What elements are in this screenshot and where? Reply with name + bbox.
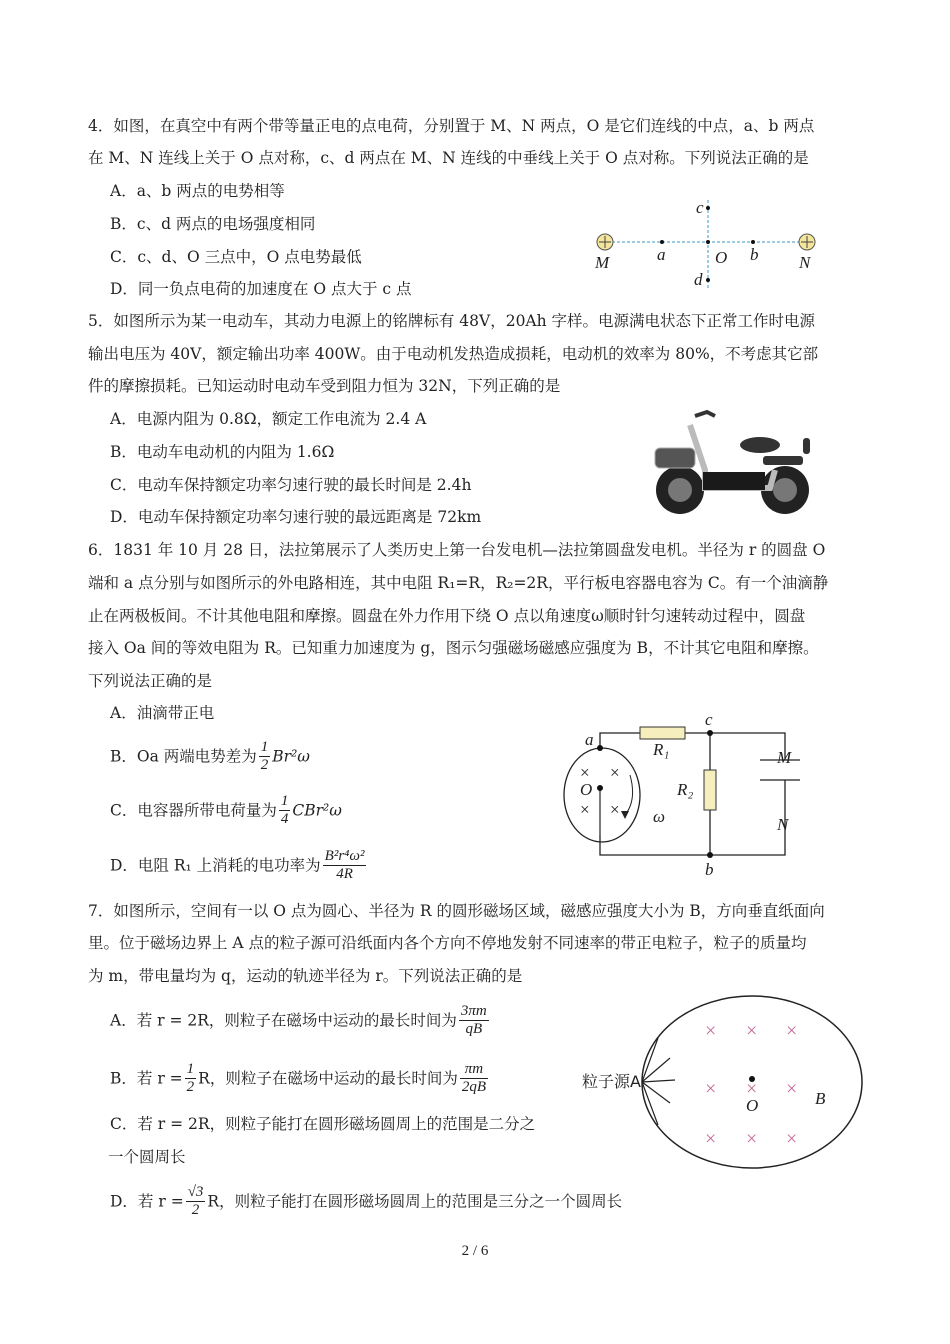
svg-text:O: O [715, 248, 728, 267]
q6-option-d: D．电阻 R₁ 上消耗的电功率为 $\frac{\text{B²r⁴ω²}}{4R}$ [110, 848, 365, 882]
q4-option-a: A．a、b 两点的电势相等 [110, 182, 285, 200]
svg-text:×: × [580, 763, 590, 782]
q4-option-b: B．c、d 两点的电场强度相同 [110, 215, 316, 233]
svg-text:R₁: R₁ [653, 740, 670, 759]
q7-stem-line: 7．如图所示，空间有一以 O 点为圆心、半径为 R 的圆形磁场区域，磁感应强度大小为 B，方向垂直纸面向 [88, 902, 825, 920]
svg-text:b: b [705, 860, 714, 879]
q7-stem-line: 为 m，带电量均为 q，运动的轨迹半径为 r。下列说法正确的是 [88, 967, 523, 985]
q7-option-a: A．若 r = 2R，则粒子在磁场中运动的最长时间为 $\frac{3\pi m}{qB}$ [110, 1003, 487, 1037]
field-cross-icon: × [705, 1078, 717, 1100]
svg-text:M: M [595, 253, 610, 272]
svg-text:R₂: R₂ [677, 780, 694, 799]
svg-text:B: B [815, 1089, 826, 1108]
q6-circuit-diagram [555, 710, 805, 880]
svg-text:c: c [705, 710, 713, 729]
page-number: 2 / 6 [461, 1243, 489, 1259]
q5-stem-line: 件的摩擦损耗。已知运动时电动车受到阻力恒为 32N，下列正确的是 [88, 377, 561, 395]
svg-text:粒子源A: 粒子源A [582, 1072, 641, 1091]
q4-stem-line: 在 M、N 连线上关于 O 点对称，c、d 两点在 M、N 连线的中垂线上关于 O 点对称。下列说法正确的是 [88, 149, 809, 167]
q5-option-c: C．电动车保持额定功率匀速行驶的最长时间是 2.4h [110, 476, 472, 494]
q6-stem-line: 6．1831 年 10 月 28 日，法拉第展示了人类历史上第一台发电机—法拉第圆盘发电机。半径为 r 的圆盘 O [88, 541, 826, 559]
q4-stem-line: 4．如图，在真空中有两个带等量正电的点电荷，分别置于 M、N 两点，O 是它们连线的中点，a、b 两点 [88, 117, 815, 135]
q7-option-b: B．若 r = $\frac{1}{2}$ R，则粒子在磁场中运动的最长时间为 $\frac{\pi m}{2qB}$ [110, 1061, 486, 1095]
q5-option-a: A．电源内阻为 0.8Ω，额定工作电流为 2.4 A [110, 410, 427, 428]
q7-stem-line: 里。位于磁场边界上 A 点的粒子源可沿纸面内各个方向不停地发射不同速率的带正电粒子，粒子的质量均 [88, 934, 807, 952]
q6-stem-line: 接入 Oa 间的等效电阻为 R。已知重力加速度为 g，图示匀强磁场磁感应强度为 B，不计其它电阻和摩擦。 [88, 639, 819, 657]
svg-text:b: b [750, 245, 759, 264]
q6-stem-line: 端和 a 点分别与如图所示的外电路相连，其中电阻 R₁=R，R₂=2R，平行板电容器电容为 C。有一个油滴静 [88, 574, 829, 592]
q6-stem-line: 下列说法正确的是 [88, 672, 213, 690]
field-cross-icon: × [705, 1020, 717, 1042]
q5-stem-line: 输出电压为 40V，额定输出功率 400W。由于电动机发热造成损耗，电动机的效率为 80%，不考虑其它部 [88, 345, 819, 363]
q4-option-d: D．同一负点电荷的加速度在 O 点大于 c 点 [110, 280, 412, 298]
svg-text:ω: ω [653, 807, 666, 826]
q4-charge-diagram [590, 195, 830, 295]
field-cross-icon: × [786, 1128, 798, 1150]
svg-text:a: a [585, 730, 594, 749]
q5-option-b: B．电动车电动机的内阻为 1.6Ω [110, 443, 335, 461]
q6-option-c: C．电容器所带电荷量为 $\frac{1}{4}$ CBr²ω [110, 793, 342, 827]
q6-stem-line: 止在两极板间。不计其他电阻和摩擦。圆盘在外力作用下绕 O 点以角速度ω顺时针匀速转动过程中，圆盘 [88, 607, 806, 625]
field-cross-icon: × [786, 1020, 798, 1042]
svg-text:N: N [777, 815, 789, 834]
svg-text:c: c [696, 198, 704, 217]
svg-text:×: × [580, 800, 590, 819]
q7-magnetic-field-diagram [580, 995, 870, 1175]
field-cross-icon: × [705, 1128, 717, 1150]
q7-option-c-cont: 一个圆周长 [108, 1148, 186, 1166]
svg-text:N: N [799, 253, 811, 272]
field-cross-icon: × [786, 1078, 798, 1100]
field-cross-icon: × [746, 1128, 758, 1150]
svg-text:×: × [610, 800, 620, 819]
field-cross-icon: × [746, 1020, 758, 1042]
q5-stem-line: 5．如图所示为某一电动车，其动力电源上的铭牌标有 48V，20Ah 字样。电源满电状态下正常工作时电源 [88, 312, 816, 330]
q4-option-c: C．c、d、O 三点中，O 点电势最低 [110, 248, 362, 266]
svg-text:M: M [777, 748, 792, 767]
svg-text:×: × [610, 763, 620, 782]
q6-option-a: A．油滴带正电 [110, 704, 215, 722]
svg-text:O: O [580, 780, 593, 799]
electric-scooter-image [645, 410, 820, 520]
q5-option-d: D．电动车保持额定功率匀速行驶的最远距离是 72km [110, 508, 482, 526]
q6-option-b: B．Oa 两端电势差为 $\frac{1}{2}$ Br²ω [110, 739, 310, 773]
svg-text:d: d [694, 270, 703, 289]
q7-option-d: D．若 r = $\frac{√3}{2}$ R，则粒子能打在圆形磁场圆周上的范围是三分之一个圆周长 [110, 1184, 623, 1218]
svg-text:a: a [657, 245, 666, 264]
svg-text:O: O [746, 1096, 759, 1115]
field-cross-icon: × [746, 1078, 758, 1100]
q7-option-c: C．若 r = 2R，则粒子能打在圆形磁场圆周上的范围是二分之 [110, 1115, 536, 1133]
